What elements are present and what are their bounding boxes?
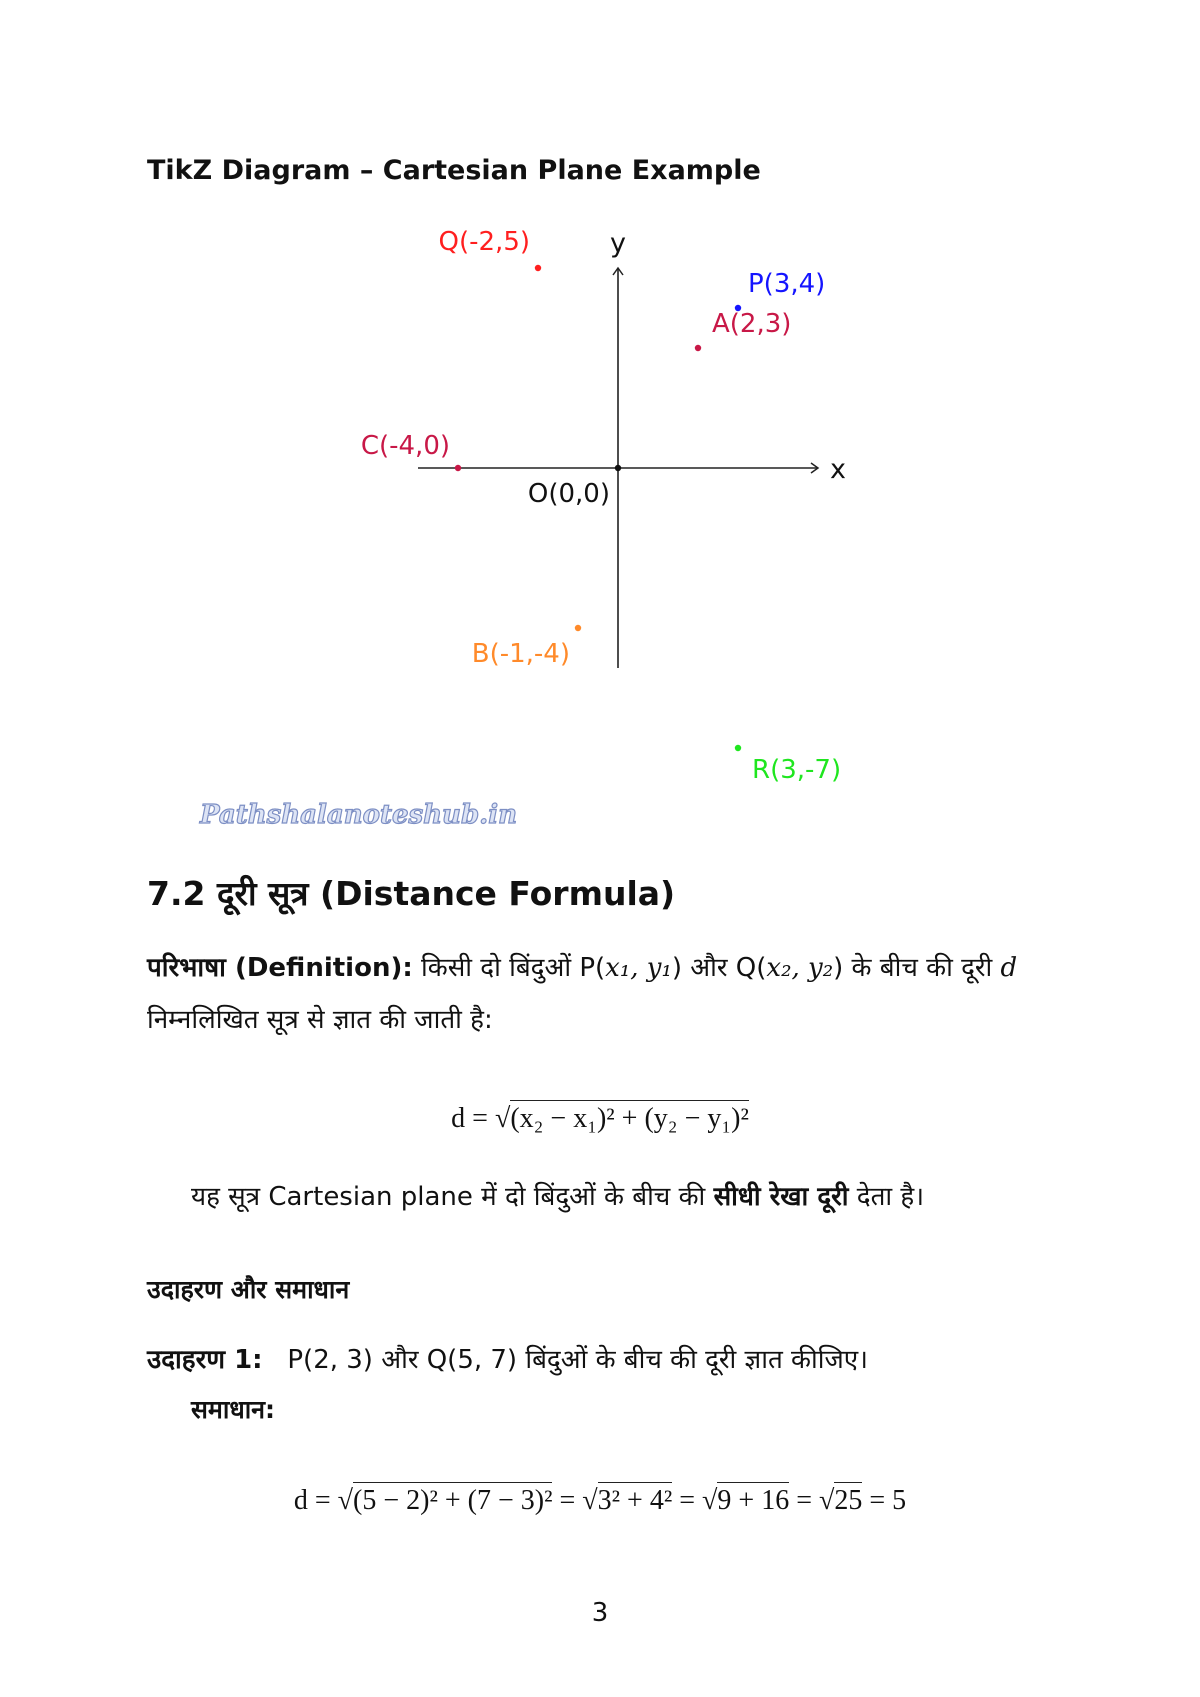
y-axis-label: y — [610, 228, 626, 259]
point-label: Q(-2,5) — [438, 227, 530, 257]
watermark: Pathshalanoteshub.in — [200, 800, 517, 830]
definition-text: ) और Q( — [671, 953, 767, 983]
solution-formula — [0, 1485, 1200, 1517]
point-label: P(3,4) — [748, 269, 826, 299]
point-marker — [695, 345, 701, 351]
formula-radicand: (x₂ − x₁)² + (y₂ − y₁)² — [510, 1100, 749, 1134]
sol-radicand: 25 — [834, 1482, 862, 1516]
examples-heading: उदाहरण और समाधान — [147, 1275, 350, 1304]
example-1-text: P(2, 3) और Q(5, 7) बिंदुओं के बीच की दूरी ज्ञात कीजिए। — [287, 1345, 869, 1375]
point-p-coords: x₁, y₁ — [605, 953, 672, 983]
description-text: यह सूत्र Cartesian plane में दो बिंदुओं के बीच की — [191, 1182, 714, 1212]
sol-radicand: (5 − 2)² + (7 − 3)² — [353, 1482, 552, 1516]
point-marker — [575, 625, 581, 631]
point-label: B(-1,-4) — [471, 639, 570, 669]
point-label: R(3,-7) — [752, 755, 842, 785]
definition-text: ) के बीच की दूरी — [833, 953, 1001, 983]
formula-lhs: d = √ — [451, 1103, 511, 1134]
point-label: O(0,0) — [527, 479, 610, 509]
sol-radicand: 9 + 16 — [717, 1482, 789, 1516]
sol-part: = 5 — [862, 1485, 907, 1516]
solution-label: समाधान: — [191, 1395, 276, 1424]
point-marker — [535, 265, 541, 271]
point-marker — [735, 745, 741, 751]
x-axis-label: x — [830, 454, 846, 485]
sol-radicand: 3² + 4² — [598, 1482, 673, 1516]
example-1-label: उदाहरण 1: — [147, 1345, 263, 1375]
definition-line-1 — [147, 948, 1017, 984]
sol-part: d = √ — [293, 1485, 353, 1516]
distance-formula — [0, 1103, 1200, 1135]
point-marker — [455, 465, 461, 471]
sol-part: = √ — [789, 1485, 835, 1516]
description-text: देता है। — [848, 1182, 925, 1212]
cartesian-plane-diagram — [0, 0, 1200, 790]
point-marker — [615, 465, 621, 471]
sol-part: = √ — [672, 1485, 718, 1516]
definition-label: परिभाषा (Definition): — [147, 953, 413, 983]
example-1 — [147, 1340, 868, 1376]
description-bold: सीधी रेखा दूरी — [713, 1182, 849, 1212]
formula-description — [191, 1177, 924, 1213]
diagram-title: TikZ Diagram – Cartesian Plane Example — [147, 155, 761, 186]
page-number: 3 — [591, 1598, 609, 1628]
point-label: C(-4,0) — [360, 431, 450, 461]
sol-part: = √ — [552, 1485, 598, 1516]
distance-symbol: d — [1000, 953, 1018, 983]
section-heading: 7.2 दूरी सूत्र (Distance Formula) — [147, 874, 676, 913]
definition-line-2: निम्नलिखित सूत्र से ज्ञात की जाती है: — [147, 1005, 493, 1035]
point-label: A(2,3) — [712, 309, 792, 339]
point-q-coords: x₂, y₂ — [766, 953, 834, 983]
definition-text: किसी दो बिंदुओं P( — [412, 953, 606, 983]
